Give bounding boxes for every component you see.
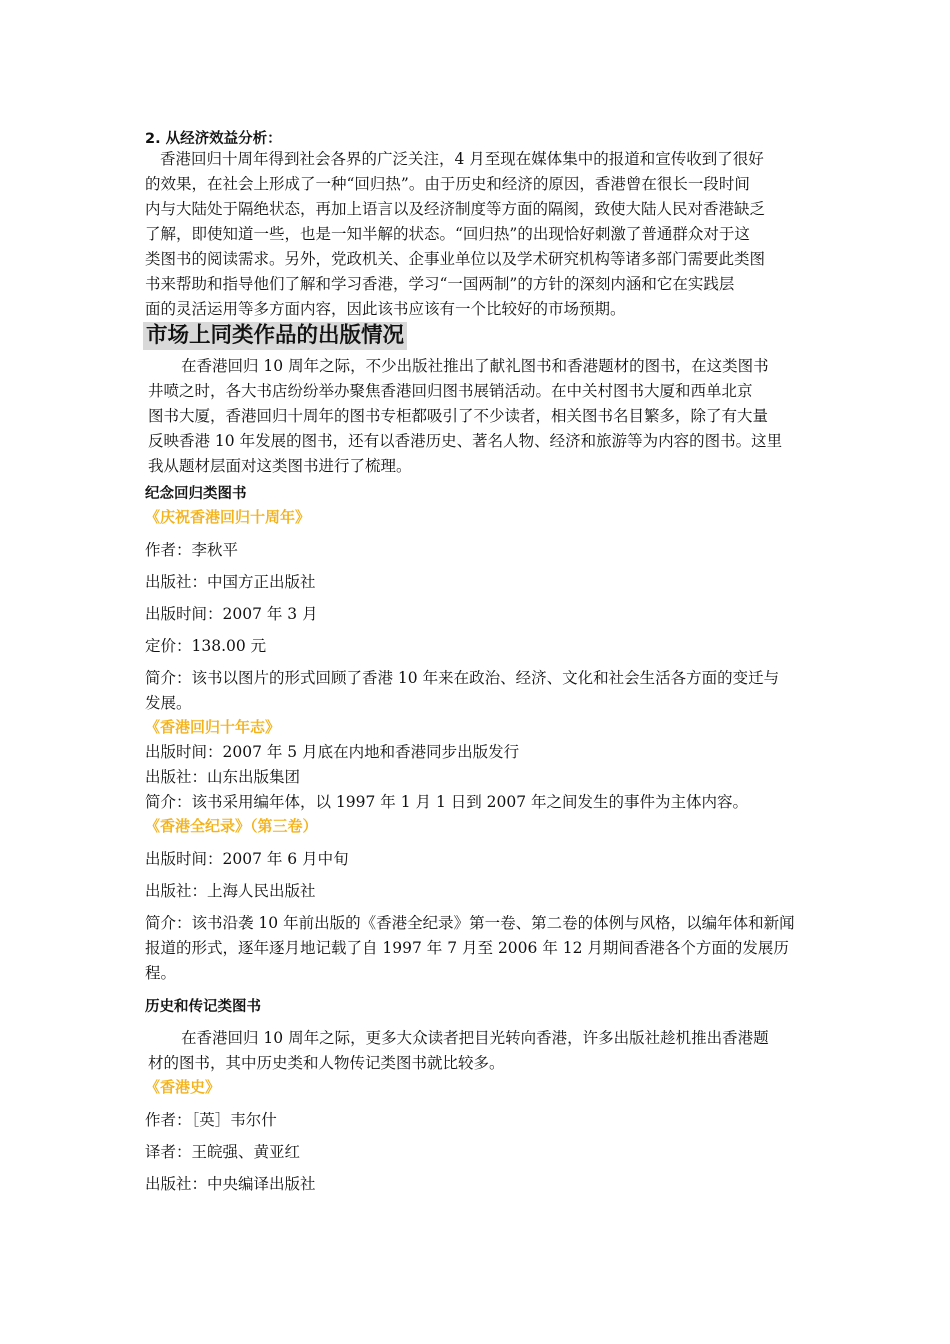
book-intro: 报道的形式，逐年逐月地记载了自 1997 年 7 月至 2006 年 12 月期间香港各个方面的发展历 [145,939,789,957]
book-intro: 简介：该书以图片的形式回顾了香港 10 年来在政治、经济、文化和社会生活各方面的变迁与 [145,669,780,687]
paragraph-line: 反映香港 10 年发展的图书，还有以香港历史、著名人物、经济和旅游等为内容的图书。这里 [148,432,783,450]
book-date: 出版时间：2007 年 3 月 [145,605,318,623]
section-title: 2. 从经济效益分析： [145,131,282,147]
book-publisher: 出版社：上海人民出版社 [145,882,316,900]
book-title: 《香港回归十年志》 [145,718,281,736]
book-date: 出版时间：2007 年 5 月底在内地和香港同步出版发行 [145,743,520,761]
paragraph-line: 内与大陆处于隔绝状态，再加上语言以及经济制度等方面的隔阂，致使大陆人民对香港缺乏 [145,200,766,218]
market-heading: 市场上同类作品的出版情况 [143,322,407,350]
paragraph-line: 在香港回归 10 周年之际，更多大众读者把目光转向香港，许多出版社趁机推出香港题 [181,1029,769,1047]
paragraph-line: 面的灵活运用等多方面内容，因此该书应该有一个比较好的市场预期。 [145,300,626,318]
book-intro: 程。 [145,964,177,982]
book-translator: 译者：王皖强、黄亚红 [145,1143,301,1161]
book-intro: 简介：该书采用编年体，以 1997 年 1 月 1 日到 2007 年之间发生的事件为主体内容。 [145,793,749,811]
paragraph-line: 井喷之时，各大书店纷纷举办聚焦香港回归图书展销活动。在中关村图书大厦和西单北京 [148,382,753,400]
paragraph-line: 图书大厦，香港回归十周年的图书专柜都吸引了不少读者，相关图书名目繁多，除了有大量 [148,407,769,425]
category-title: 纪念回归类图书 [145,486,247,502]
book-title: 《庆祝香港回归十周年》 [145,508,311,526]
book-title: 《香港全纪录》（第三卷） [145,817,318,835]
book-price: 定价：138.00 元 [145,637,267,655]
paragraph-line: 类图书的阅读需求。另外，党政机关、企事业单位以及学术研究机构等诸多部门需要此类图 [145,250,766,268]
book-publisher: 出版社：山东出版集团 [145,768,301,786]
paragraph-line: 了解，即使知道一些，也是一知半解的状态。“回归热”的出现恰好刺激了普通群众对于这 [145,225,750,243]
paragraph-line: 材的图书，其中历史类和人物传记类图书就比较多。 [148,1054,505,1072]
book-publisher: 出版社：中国方正出版社 [145,573,316,591]
book-publisher: 出版社：中央编译出版社 [145,1175,316,1193]
paragraph-line: 我从题材层面对这类图书进行了梳理。 [148,457,412,475]
paragraph-line: 的效果，在社会上形成了一种“回归热”。由于历史和经济的原因，香港曾在很长一段时间 [145,175,750,193]
book-intro: 简介：该书沿袭 10 年前出版的《香港全纪录》第一卷、第二卷的体例与风格，以编年体和新闻 [145,914,795,932]
book-intro: 发展。 [145,694,192,712]
paragraph-line: 书来帮助和指导他们了解和学习香港，学习“一国两制”的方针的深刻内涵和它在实践层 [145,275,735,293]
book-title: 《香港史》 [145,1078,221,1096]
paragraph-line: 在香港回归 10 周年之际，不少出版社推出了献礼图书和香港题材的图书，在这类图书 [181,357,769,375]
book-author: 作者：李秋平 [145,541,239,559]
paragraph-line: 香港回归十周年得到社会各界的广泛关注，4 月至现在媒体集中的报道和宣传收到了很好 [160,150,764,168]
book-date: 出版时间：2007 年 6 月中旬 [145,850,349,868]
category-title: 历史和传记类图书 [145,999,261,1015]
book-author: 作者：［英］韦尔什 [145,1111,277,1129]
